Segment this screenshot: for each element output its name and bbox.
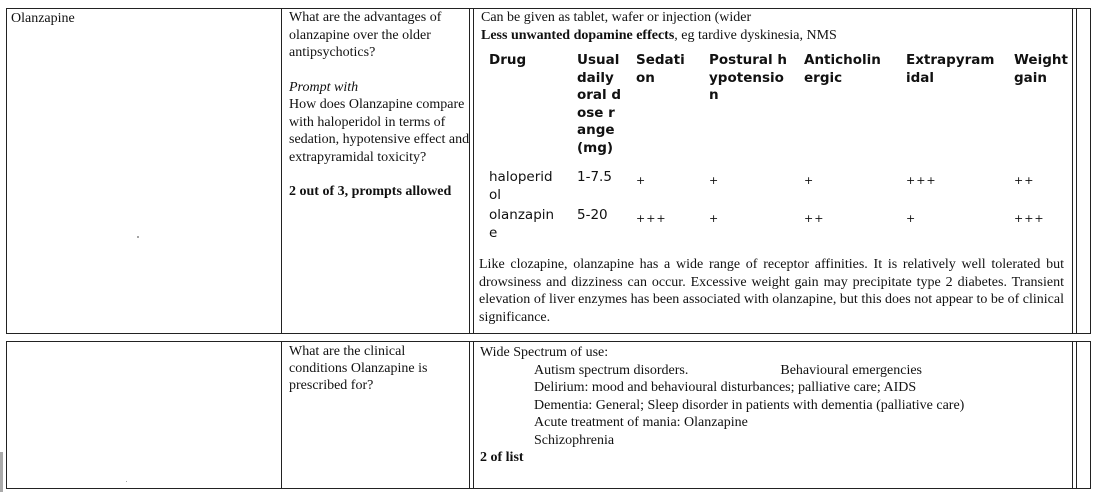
drug-name-haloperidol: haloperidol — [489, 169, 553, 203]
header-drug: Drug — [489, 52, 527, 68]
question-table-row-2 — [6, 341, 1091, 489]
list-item-delirium: Delirium: mood and behavioural disturbances; palliative care; AIDS — [534, 380, 917, 395]
header-weight-gain: Weight gain — [1014, 52, 1068, 86]
sedation-haloperidol: + — [636, 174, 647, 187]
extrapyramidal-haloperidol: +++ — [906, 174, 937, 187]
column-divider — [281, 342, 282, 488]
column-divider — [473, 9, 474, 333]
prompt-text: How does Olanzapine compare with haloperidol in terms of sedation, hypotensive effect and extrapyramidal toxicity? — [289, 97, 470, 165]
drug-name-olanzapine: olanzapine — [489, 207, 555, 241]
answer-line-2-rest: , eg tardive dyskinesia, NMS — [674, 27, 837, 43]
list-item-autism: Autism spectrum disorders. — [534, 362, 689, 378]
question-cell-2: What are the clinical conditions Olanzapine is prescribed for? — [289, 344, 428, 393]
scan-speck — [137, 236, 139, 238]
column-divider — [1076, 342, 1077, 488]
hypotension-haloperidol: + — [709, 174, 720, 187]
answer-line-2 — [481, 27, 1077, 45]
scan-speck — [126, 481, 127, 482]
list-item-behavioural: Behavioural emergencies — [780, 362, 923, 378]
scoring-text-2: 2 of list — [480, 450, 524, 465]
clinical-paragraph: Like clozapine, olanzapine has a wide range of receptor affinities. It is relatively well tolerated but drowsiness and dizziness can occur. Excessive weight gain may precipitate type 2 diabetes. Transient elevation of liver enzymes has been associated with olanzapine, but this does not appear to be of clinical significance. — [479, 257, 1064, 325]
list-item-dementia: Dementia: General; Sleep disorder in patients with dementia (palliative care) — [534, 397, 965, 413]
prompt-heading: Prompt with — [289, 79, 359, 95]
weight-haloperidol: ++ — [1014, 174, 1035, 187]
header-extrapyramidal: Extrapyramidal — [906, 52, 995, 86]
topic-label: Olanzapine — [11, 11, 75, 26]
extrapyramidal-olanzapine: + — [906, 212, 917, 225]
dose-haloperidol: 1-7.5 — [577, 169, 612, 185]
scoring-text: 2 out of 3, prompts allowed — [289, 184, 452, 199]
header-sedation: Sedation — [636, 52, 685, 86]
sedation-olanzapine: +++ — [636, 212, 667, 225]
list-item-schizophrenia: Schizophrenia — [534, 432, 615, 448]
answer-cell-2 — [480, 344, 1076, 467]
column-divider — [1076, 9, 1077, 333]
weight-olanzapine: +++ — [1014, 212, 1045, 225]
column-divider — [281, 9, 282, 333]
question-cell — [289, 9, 471, 201]
anticholinergic-haloperidol: + — [804, 174, 815, 187]
answer-line-1: Can be given as tablet, wafer or injection (wider — [481, 10, 752, 25]
question-text: What are the advantages of olanzapine over the older antipsychotics? — [289, 10, 442, 60]
column-divider — [473, 342, 474, 488]
answer-cell — [481, 9, 1077, 44]
column-divider — [469, 342, 470, 488]
header-anticholinergic: Anticholinergic — [804, 52, 881, 86]
list-item — [480, 362, 1076, 380]
hypotension-olanzapine: + — [709, 212, 720, 225]
header-dose: Usual daily oral dose range (mg) — [577, 52, 622, 156]
anticholinergic-olanzapine: ++ — [804, 212, 825, 225]
dose-olanzapine: 5-20 — [577, 207, 608, 223]
answer-line-2-bold: Less unwanted dopamine effects — [481, 27, 675, 43]
intro-text: Wide Spectrum of use: — [480, 345, 609, 360]
drug-comparison-table — [482, 52, 1072, 247]
scan-edge-mark — [0, 452, 3, 492]
header-postural-hypotension: Postural hypotension — [709, 52, 787, 103]
column-divider — [1072, 9, 1073, 333]
list-item-mania: Acute treatment of mania: Olanzapine — [534, 415, 748, 430]
